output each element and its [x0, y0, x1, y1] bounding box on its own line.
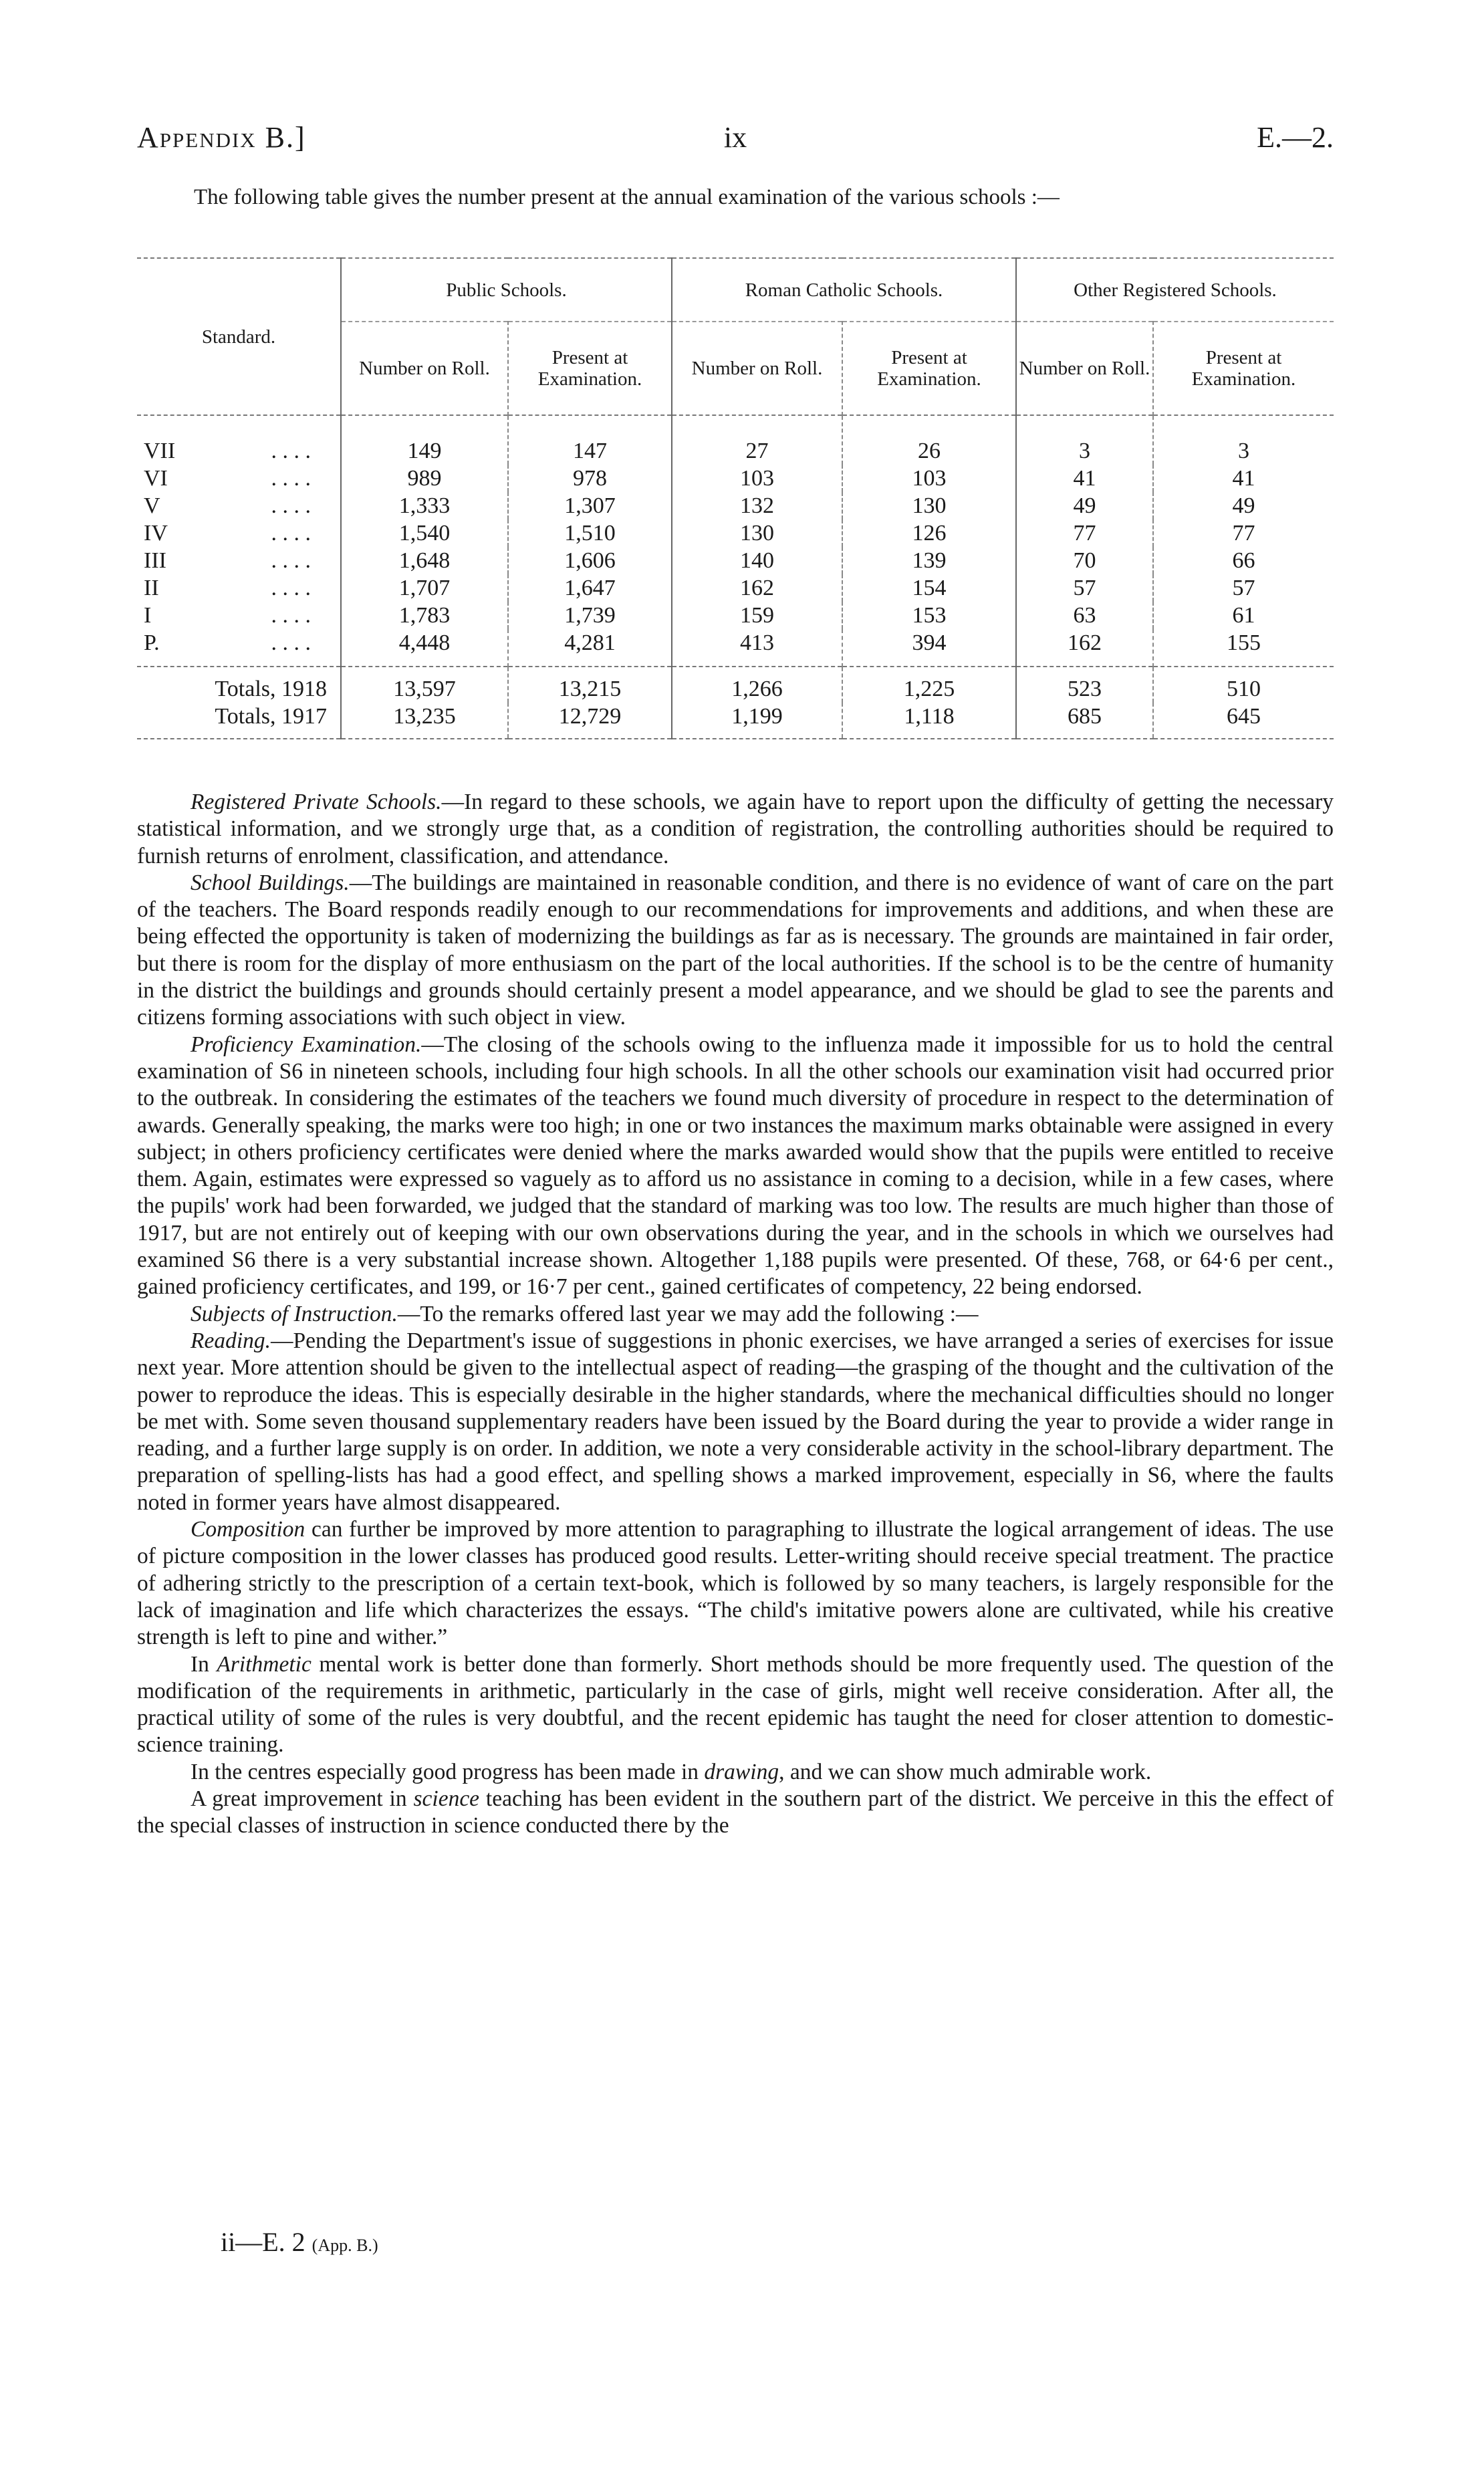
- public-present-cell: 1,606: [508, 547, 672, 574]
- public-present-cell: 4,281: [508, 629, 672, 667]
- public-present-cell: 1,647: [508, 574, 672, 602]
- other-roll-cell: 70: [1016, 547, 1153, 574]
- other-schools-header: Other Registered Schools.: [1016, 258, 1334, 322]
- public-roll-cell: 4,448: [341, 629, 508, 667]
- paragraph-text: —To the remarks offered last year we may add the following :—: [397, 1301, 979, 1326]
- catholic-schools-header: Roman Catholic Schools.: [672, 258, 1016, 322]
- standard-cell: VII . . . .: [144, 439, 311, 463]
- totals-row: [137, 703, 1334, 739]
- other-present-cell: 77: [1153, 519, 1334, 547]
- paragraph-heading: School Buildings.: [191, 870, 350, 895]
- paragraph-school-buildings: [137, 870, 1334, 1032]
- public-roll-header: Number on Roll.: [341, 322, 508, 415]
- standard-cell: III . . . .: [144, 548, 311, 573]
- other-roll-cell: 49: [1016, 492, 1153, 519]
- catholic-roll-cell: 103: [672, 465, 842, 492]
- public-roll-total: 13,597: [341, 667, 508, 703]
- appendix-label: Appendix B.]: [137, 121, 306, 154]
- catholic-roll-cell: 413: [672, 629, 842, 667]
- other-roll-cell: 57: [1016, 574, 1153, 602]
- other-roll-cell: 77: [1016, 519, 1153, 547]
- paragraph-prefix: In: [191, 1651, 217, 1677]
- paragraph-subjects-of-instruction: [137, 1301, 1334, 1328]
- table-row: [137, 415, 1334, 465]
- other-present-cell: 61: [1153, 602, 1334, 629]
- paragraph-heading: drawing: [704, 1759, 779, 1784]
- catholic-roll-cell: 159: [672, 602, 842, 629]
- paragraph-heading: Proficiency Examination.: [191, 1032, 422, 1057]
- public-roll-cell: 989: [341, 465, 508, 492]
- public-present-total: 12,729: [508, 703, 672, 739]
- paragraph-text: mental work is better done than formerly. Short methods should be more frequently used. The question of the modification of the requirements in arithmetic, particularly in the case of girls, might well receive consideration. After all, the practical utility of some of the rules is very doubtful, and the recent epidemic has taught the need for closer attention to domestic-science training.: [137, 1651, 1334, 1758]
- public-present-cell: 147: [508, 415, 672, 465]
- other-roll-cell: 162: [1016, 629, 1153, 667]
- public-roll-cell: 1,648: [341, 547, 508, 574]
- other-roll-cell: 41: [1016, 465, 1153, 492]
- paragraph-composition: [137, 1516, 1334, 1651]
- paragraph-arithmetic: [137, 1651, 1334, 1759]
- standard-cell: V . . . .: [144, 493, 311, 518]
- catholic-roll-cell: 140: [672, 547, 842, 574]
- other-present-header: Present at Examination.: [1153, 322, 1334, 415]
- paragraph-text: —The buildings are maintained in reasonable condition, and there is no evidence of want of care on the part of the teachers. The Board responds readily enough to our recommendations for improvements and additions, and when these are being effected the opportunity is taken of modernizing the buildings as far as is necessary. The grounds are maintained in fair order, but there is room for the display of more enthusiasm on the part of the local authorities. If the school is to be the centre of humanity in the district the buildings and grounds should certainly present a model appearance, and we should be glad to see the parents and citizens forming associations with such object in view.: [137, 870, 1334, 1030]
- signature-mark: ii—E. 2: [221, 2227, 312, 2257]
- paragraph-text: teaching has been evident in the southern part of the district. We perceive in this the effect of the special classes of instruction in science conducted there by the: [137, 1786, 1334, 1839]
- page-header: [137, 120, 1334, 160]
- public-roll-total: 13,235: [341, 703, 508, 739]
- public-present-total: 13,215: [508, 667, 672, 703]
- table-row: [137, 629, 1334, 667]
- paragraph-reading: [137, 1328, 1334, 1516]
- paragraph-text: can further be improved by more attention to paragraphing to illustrate the logical arrangement of ideas. The use of picture composition in the lower classes has produced good results. Letter-writing should receive special treatment. The practice of adhering strictly to the prescription of a certain text-book, which is followed by so many teachers, is largely responsible for the lack of imagination and life which characterizes the essays. “The child's imitative powers alone are cultivated, while his creative strength is left to pine and wither.”: [137, 1517, 1334, 1650]
- other-present-cell: 49: [1153, 492, 1334, 519]
- paragraph-proficiency-examination: [137, 1032, 1334, 1301]
- table-row: [137, 547, 1334, 574]
- public-present-cell: 1,510: [508, 519, 672, 547]
- other-present-total: 645: [1153, 703, 1334, 739]
- standard-header: Standard.: [137, 258, 341, 415]
- totals-label: Totals, 1917: [137, 703, 341, 739]
- other-present-cell: 57: [1153, 574, 1334, 602]
- standard-cell: I . . . .: [144, 603, 311, 628]
- public-roll-cell: 1,707: [341, 574, 508, 602]
- catholic-present-total: 1,225: [842, 667, 1016, 703]
- examination-table: [137, 257, 1334, 739]
- standard-cell: II . . . .: [144, 576, 311, 600]
- totals-label: Totals, 1918: [137, 667, 341, 703]
- table-row: [137, 465, 1334, 492]
- standard-cell: P. . . . .: [144, 630, 311, 655]
- catholic-present-cell: 130: [842, 492, 1016, 519]
- catholic-present-total: 1,118: [842, 703, 1016, 739]
- public-roll-cell: 149: [341, 415, 508, 465]
- catholic-present-cell: 153: [842, 602, 1016, 629]
- table-row: [137, 602, 1334, 629]
- public-present-header: Present at Examination.: [508, 322, 672, 415]
- public-roll-cell: 1,540: [341, 519, 508, 547]
- paragraph-drawing: [137, 1759, 1334, 1786]
- standard-cell: IV . . . .: [144, 521, 311, 546]
- catholic-present-cell: 394: [842, 629, 1016, 667]
- page-footer: [221, 2226, 378, 2258]
- totals-row: [137, 667, 1334, 703]
- catholic-present-cell: 103: [842, 465, 1016, 492]
- catholic-present-cell: 26: [842, 415, 1016, 465]
- catholic-roll-cell: 130: [672, 519, 842, 547]
- public-roll-cell: 1,783: [341, 602, 508, 629]
- paragraph-prefix: In the centres especially good progress has been made in: [191, 1759, 705, 1784]
- catholic-roll-total: 1,199: [672, 703, 842, 739]
- paragraph-heading: Reading.: [191, 1328, 271, 1353]
- catholic-roll-header: Number on Roll.: [672, 322, 842, 415]
- other-present-total: 510: [1153, 667, 1334, 703]
- paragraph-heading: Composition: [191, 1517, 305, 1542]
- signature-suffix: (App. B.): [312, 2236, 378, 2255]
- report-body: [137, 789, 1334, 1840]
- paragraph-text: —In regard to these schools, we again have to report upon the difficulty of getting the necessary statistical information, and we strongly urge that, as a condition of registration, the controlling authorities should be required to furnish returns of enrolment, classification, and attendance.: [137, 790, 1334, 868]
- paragraph-text: —Pending the Department's issue of suggestions in phonic exercises, we have arranged a series of exercises for issue next year. More attention should be given to the intellectual aspect of reading—the grasping of the thought and the cultivation of the power to reproduce the ideas. This is especially desirable in the higher standards, where the mechanical difficulties should no longer be met with. Some seven thousand supplementary readers have been issued by the Board during the year to provide a wider range in reading, and a further large supply is on order. In addition, we note a very considerable activity in the school-library department. The preparation of spelling-lists has had a good effect, and spelling shows a marked improvement, especially in S6, where the faults noted in former years have almost disappeared.: [137, 1328, 1334, 1515]
- standard-cell: VI . . . .: [144, 466, 311, 491]
- catholic-roll-total: 1,266: [672, 667, 842, 703]
- paragraph-heading: Subjects of Instruction.: [191, 1301, 398, 1326]
- public-present-cell: 978: [508, 465, 672, 492]
- paragraph-prefix: A great improvement in: [191, 1786, 414, 1811]
- paragraph-heading: science: [413, 1786, 480, 1811]
- public-roll-cell: 1,333: [341, 492, 508, 519]
- other-present-cell: 66: [1153, 547, 1334, 574]
- catholic-present-header: Present at Examination.: [842, 322, 1016, 415]
- other-present-cell: 41: [1153, 465, 1334, 492]
- page-number: ix: [723, 121, 747, 154]
- other-roll-cell: 63: [1016, 602, 1153, 629]
- paragraph-heading: Arithmetic: [217, 1651, 312, 1677]
- public-present-cell: 1,307: [508, 492, 672, 519]
- catholic-roll-cell: 27: [672, 415, 842, 465]
- other-roll-total: 523: [1016, 667, 1153, 703]
- public-present-cell: 1,739: [508, 602, 672, 629]
- catholic-present-cell: 139: [842, 547, 1016, 574]
- table-row: [137, 519, 1334, 547]
- paragraph-registered-private-schools: [137, 789, 1334, 870]
- catholic-roll-cell: 162: [672, 574, 842, 602]
- other-present-cell: 3: [1153, 415, 1334, 465]
- other-roll-cell: 3: [1016, 415, 1153, 465]
- catholic-present-cell: 154: [842, 574, 1016, 602]
- paragraph-text: —The closing of the schools owing to the influenza made it impossible for us to hold the central examination of S6 in nineteen schools, including four high schools. In all the other schools our examination visit had occurred prior to the outbreak. In considering the estimates of the teachers we found much diversity of procedure in respect to the determination of awards. Generally speaking, the marks were too high; in one or two instances the maximum marks obtainable were assigned in every subject; in others proficiency certificates were denied where the marks awarded would show that the pupils were entitled to receive them. Again, estimates were expressed so vaguely as to afford us no assistance in coming to a decision, while in a few cases, where the pupils' work had been forwarded, we judged that the standard of marking was too low. The results are much higher than those of 1917, but are not entirely out of keeping with our own observations during the year, and in the schools in which we ourselves had examined S6 there is a very substantial increase shown. Altogether 1,188 pupils were presented. Of these, 768, or 64·6 per cent., gained proficiency certificates, and 199, or 16·7 per cent., gained certificates of competency, 22 being endorsed.: [137, 1032, 1334, 1300]
- other-roll-total: 685: [1016, 703, 1153, 739]
- table-row: [137, 492, 1334, 519]
- intro-text: The following table gives the number present at the annual examination of the various schools :—: [194, 185, 1060, 209]
- document-reference: E.—2.: [1257, 121, 1334, 154]
- public-schools-header: Public Schools.: [341, 258, 672, 322]
- catholic-roll-cell: 132: [672, 492, 842, 519]
- paragraph-text: , and we can show much admirable work.: [779, 1759, 1152, 1784]
- catholic-present-cell: 126: [842, 519, 1016, 547]
- paragraph-heading: Registered Private Schools.: [191, 790, 442, 814]
- other-present-cell: 155: [1153, 629, 1334, 667]
- other-roll-header: Number on Roll.: [1016, 322, 1153, 415]
- table-row: [137, 574, 1334, 602]
- paragraph-science: [137, 1786, 1334, 1840]
